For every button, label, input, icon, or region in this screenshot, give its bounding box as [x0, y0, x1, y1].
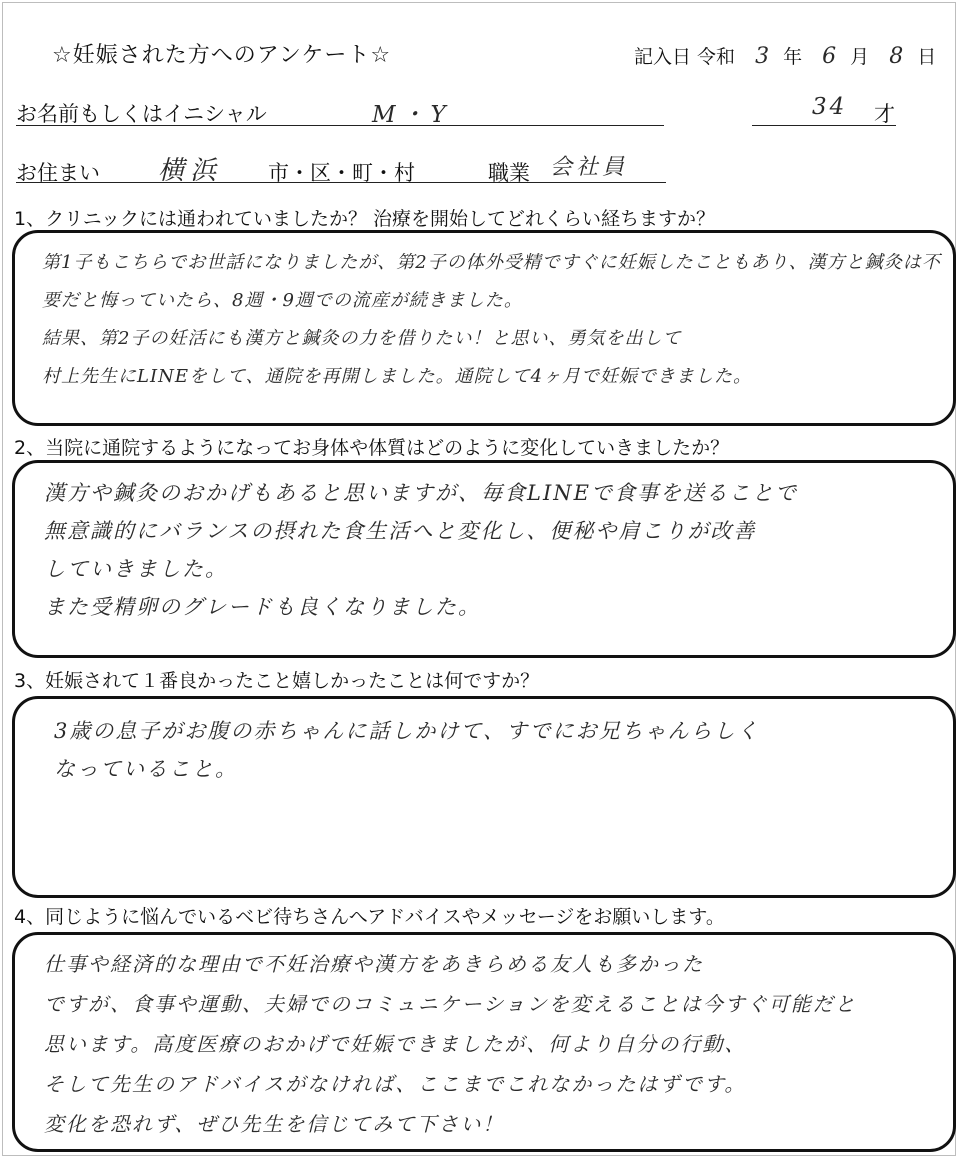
answer-line: 第1子もこちらでお世話になりましたが、第2子の体外受精ですぐに妊娠したこともあり、漢方と鍼灸は不要だと悔っていたら、8週・9週での流産が続きました。 [42, 252, 941, 311]
answer-line: 結果、第2子の妊活にも漢方と鍼灸の力を借りたい！と思い、勇気を出して [42, 328, 682, 349]
answer-line: 思います。高度医療のおかげで妊娠できましたが、何より自分の行動、 [44, 1032, 747, 1056]
date-era-year: 3 [755, 44, 770, 69]
answer-line: そして先生のアドバイスがなければ、ここまでこれなかったはずです。 [44, 1072, 747, 1096]
address-units: 市・区・町・村 [268, 161, 415, 185]
age-underline [752, 125, 896, 126]
address-underline [16, 182, 666, 183]
name-value: M・Y [372, 102, 452, 128]
answer-2-text [44, 474, 934, 626]
name-label: お名前もしくはイニシャル [16, 102, 267, 126]
answer-line: ですが、食事や運動、夫婦でのコミュニケーションを変えることは今すぐ可能だと [44, 992, 857, 1016]
date-label: 記入日 令和 [634, 46, 736, 68]
job-label: 職業 [488, 161, 530, 185]
date-month: 6 [822, 44, 837, 69]
question-4-label: 4、同じように悩んでいるベビ待ちさんへアドバイスやメッセージをお願いします。 [14, 906, 725, 928]
answer-line: 村上先生にLINEをして、通院を再開しました。通院して4ヶ月で妊娠できました。 [42, 366, 753, 387]
answer-line: 変化を恐れず、ぜひ先生を信じてみて下さい！ [44, 1112, 505, 1136]
answer-line: また受精卵のグレードも良くなりました。 [44, 595, 481, 619]
question-2-label: 2、当院に通院するようになってお身体や体質はどのように変化していきましたか？ [14, 437, 730, 459]
question-1-label: 1、クリニックには通われていましたか？ 治療を開始してどれくらい経ちますか？ [14, 208, 715, 230]
answer-line: 漢方や鍼灸のおかげもあると思いますが、毎食LINEで食事を送ることで [44, 481, 798, 505]
date-day: 8 [889, 44, 904, 69]
entry-date [634, 42, 936, 69]
job-value: 会社員 [550, 155, 629, 180]
answer-line: していきました。 [44, 557, 228, 581]
answer-4-text [44, 944, 934, 1144]
age-unit: 才 [874, 102, 895, 126]
answer-3-text [54, 712, 944, 788]
name-underline [16, 125, 664, 126]
question-3-label: 3、妊娠されて１番良かったこと嬉しかったことは何ですか？ [14, 670, 540, 692]
address-value: 横浜 [158, 156, 223, 186]
survey-title: ☆妊娠された方へのアンケート☆ [52, 43, 392, 68]
age-value: 34 [812, 94, 848, 120]
answer-line: なっていること。 [54, 757, 238, 781]
answer-line: 3歳の息子がお腹の赤ちゃんに話しかけて、すでにお兄ちゃんらしく [54, 719, 760, 743]
answer-1-text [42, 244, 941, 396]
month-unit: 月 [850, 46, 870, 68]
answer-line: 仕事や経済的な理由で不妊治療や漢方をあきらめる友人も多かった [44, 952, 704, 976]
answer-line: 無意識的にバランスの摂れた食生活へと変化し、便秘や肩こりが改善 [44, 519, 757, 543]
day-unit: 日 [917, 46, 937, 68]
address-label: お住まい [16, 161, 100, 185]
year-unit: 年 [783, 46, 803, 68]
